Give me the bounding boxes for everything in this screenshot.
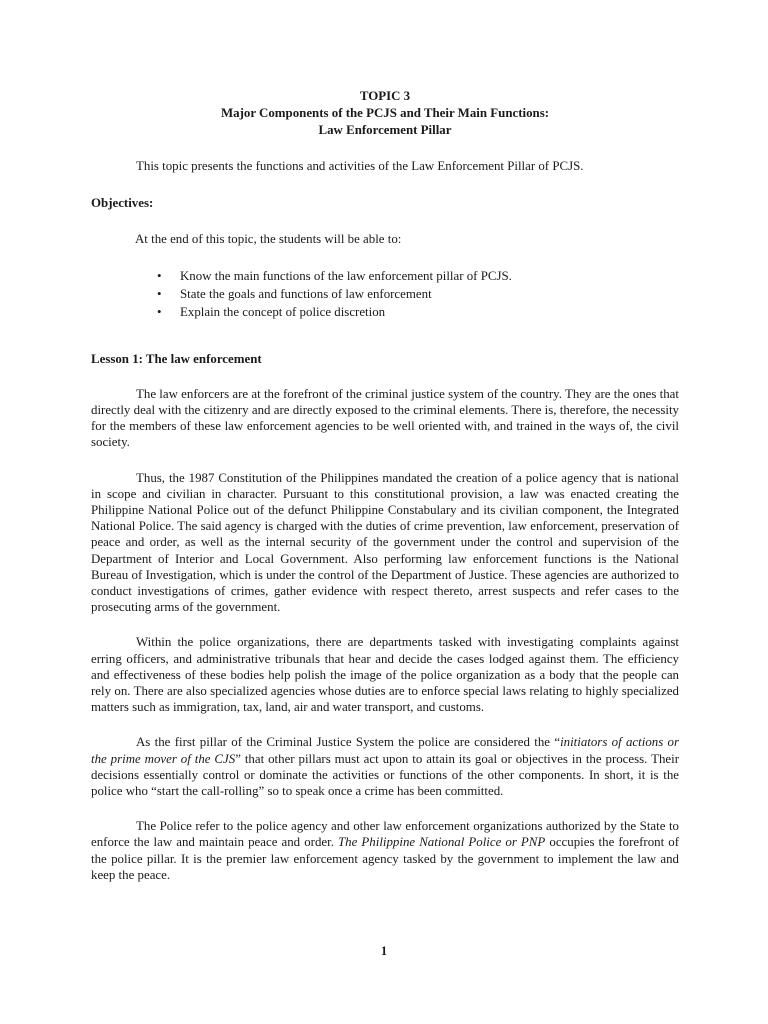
- emphasized-text: initiators of actions or the prime mover of the CJS: [91, 735, 679, 766]
- paragraph-text: ” that other pillars must act upon to attain its goal or objectives in the process. Their decisions essentially control or dominate the activities or functions of the other components. In short, it is the police who “start the call-rolling” so to speak once a crime has been committed.: [91, 751, 679, 799]
- objective-text: Know the main functions of the law enforcement pillar of PCJS.: [180, 268, 512, 283]
- document-title: [91, 88, 679, 139]
- body-paragraph: The law enforcers are at the forefront of the criminal justice system of the country. They are the ones that directly deal with the citizenry and are directly exposed to the criminal elements. There is, therefore, the necessity for the members of these law enforcement agencies to be well oriented with, and trained in the ways of, the civil society.: [91, 386, 679, 450]
- page-number: 1: [380, 944, 388, 958]
- emphasized-text: The Philippine National Police or PNP: [338, 835, 546, 850]
- objectives-lead: At the end of this topic, the students will be able to:: [135, 232, 402, 247]
- paragraph-text: The Police refer to the police agency and other law enforcement organizations authorized by the State to enforce the law and maintain peace and order.: [91, 819, 679, 850]
- list-item: [91, 285, 679, 303]
- paragraph-text: As the first pillar of the Criminal Justice System the police are considered the “: [136, 735, 561, 750]
- lesson-heading: Lesson 1: The law enforcement: [91, 351, 262, 366]
- objectives-heading: Objectives:: [91, 196, 154, 211]
- objective-text: Explain the concept of police discretion: [180, 304, 386, 319]
- intro-paragraph: This topic presents the functions and activities of the Law Enforcement Pillar of PCJS.: [136, 159, 584, 173]
- objective-text: State the goals and functions of law enforcement: [180, 286, 432, 301]
- bullet-icon: •: [157, 286, 162, 301]
- body-paragraph: Within the police organizations, there are departments tasked with investigating complaints against erring officers, and administrative tribunals that hear and decide the cases lodged against them. The efficiency and effectiveness of these bodies help polish the image of the police organization as a body that the people can rely on. There are also specialized agencies whose duties are to enforce special laws relating to highly specialized matters such as immigration, tax, land, air and water transport, and customs.: [91, 635, 679, 715]
- objectives-list: [91, 267, 679, 321]
- body-paragraph: [91, 818, 679, 883]
- topic-title: Major Components of the PCJS and Their Main Functions:: [220, 106, 550, 120]
- body-paragraph: Thus, the 1987 Constitution of the Philippines mandated the creation of a police agency that is national in scope and civilian in character. Pursuant to this constitutional provision, a law was enacted creating the Philippine National Police out of the defunct Philippine Constabulary and its civilian component, the Integrated National Police. The said agency is charged with the duties of crime prevention, law enforcement, preservation of peace and order, as well as the internal security of the government under the control and supervision of the Department of Interior and Local Government. Also performing law enforcement functions is the National Bureau of Investigation, which is under the control of the Department of Justice. These agencies are authorized to conduct investigations of crimes, gather evidence with respect thereto, arrest suspects and refer cases to the prosecuting arms of the government.: [91, 470, 679, 615]
- topic-number: TOPIC 3: [359, 89, 411, 103]
- bullet-icon: •: [157, 304, 162, 319]
- document-page: [91, 88, 679, 883]
- paragraph-text: occupies the forefront of the police pillar. It is the premier law enforcement agency tasked by the government to implement the law and keep the peace.: [91, 835, 680, 882]
- body-paragraph: [91, 734, 679, 799]
- topic-subtitle: Law Enforcement Pillar: [318, 123, 452, 137]
- bullet-icon: •: [157, 268, 162, 283]
- list-item: [91, 303, 679, 321]
- list-item: [91, 267, 679, 285]
